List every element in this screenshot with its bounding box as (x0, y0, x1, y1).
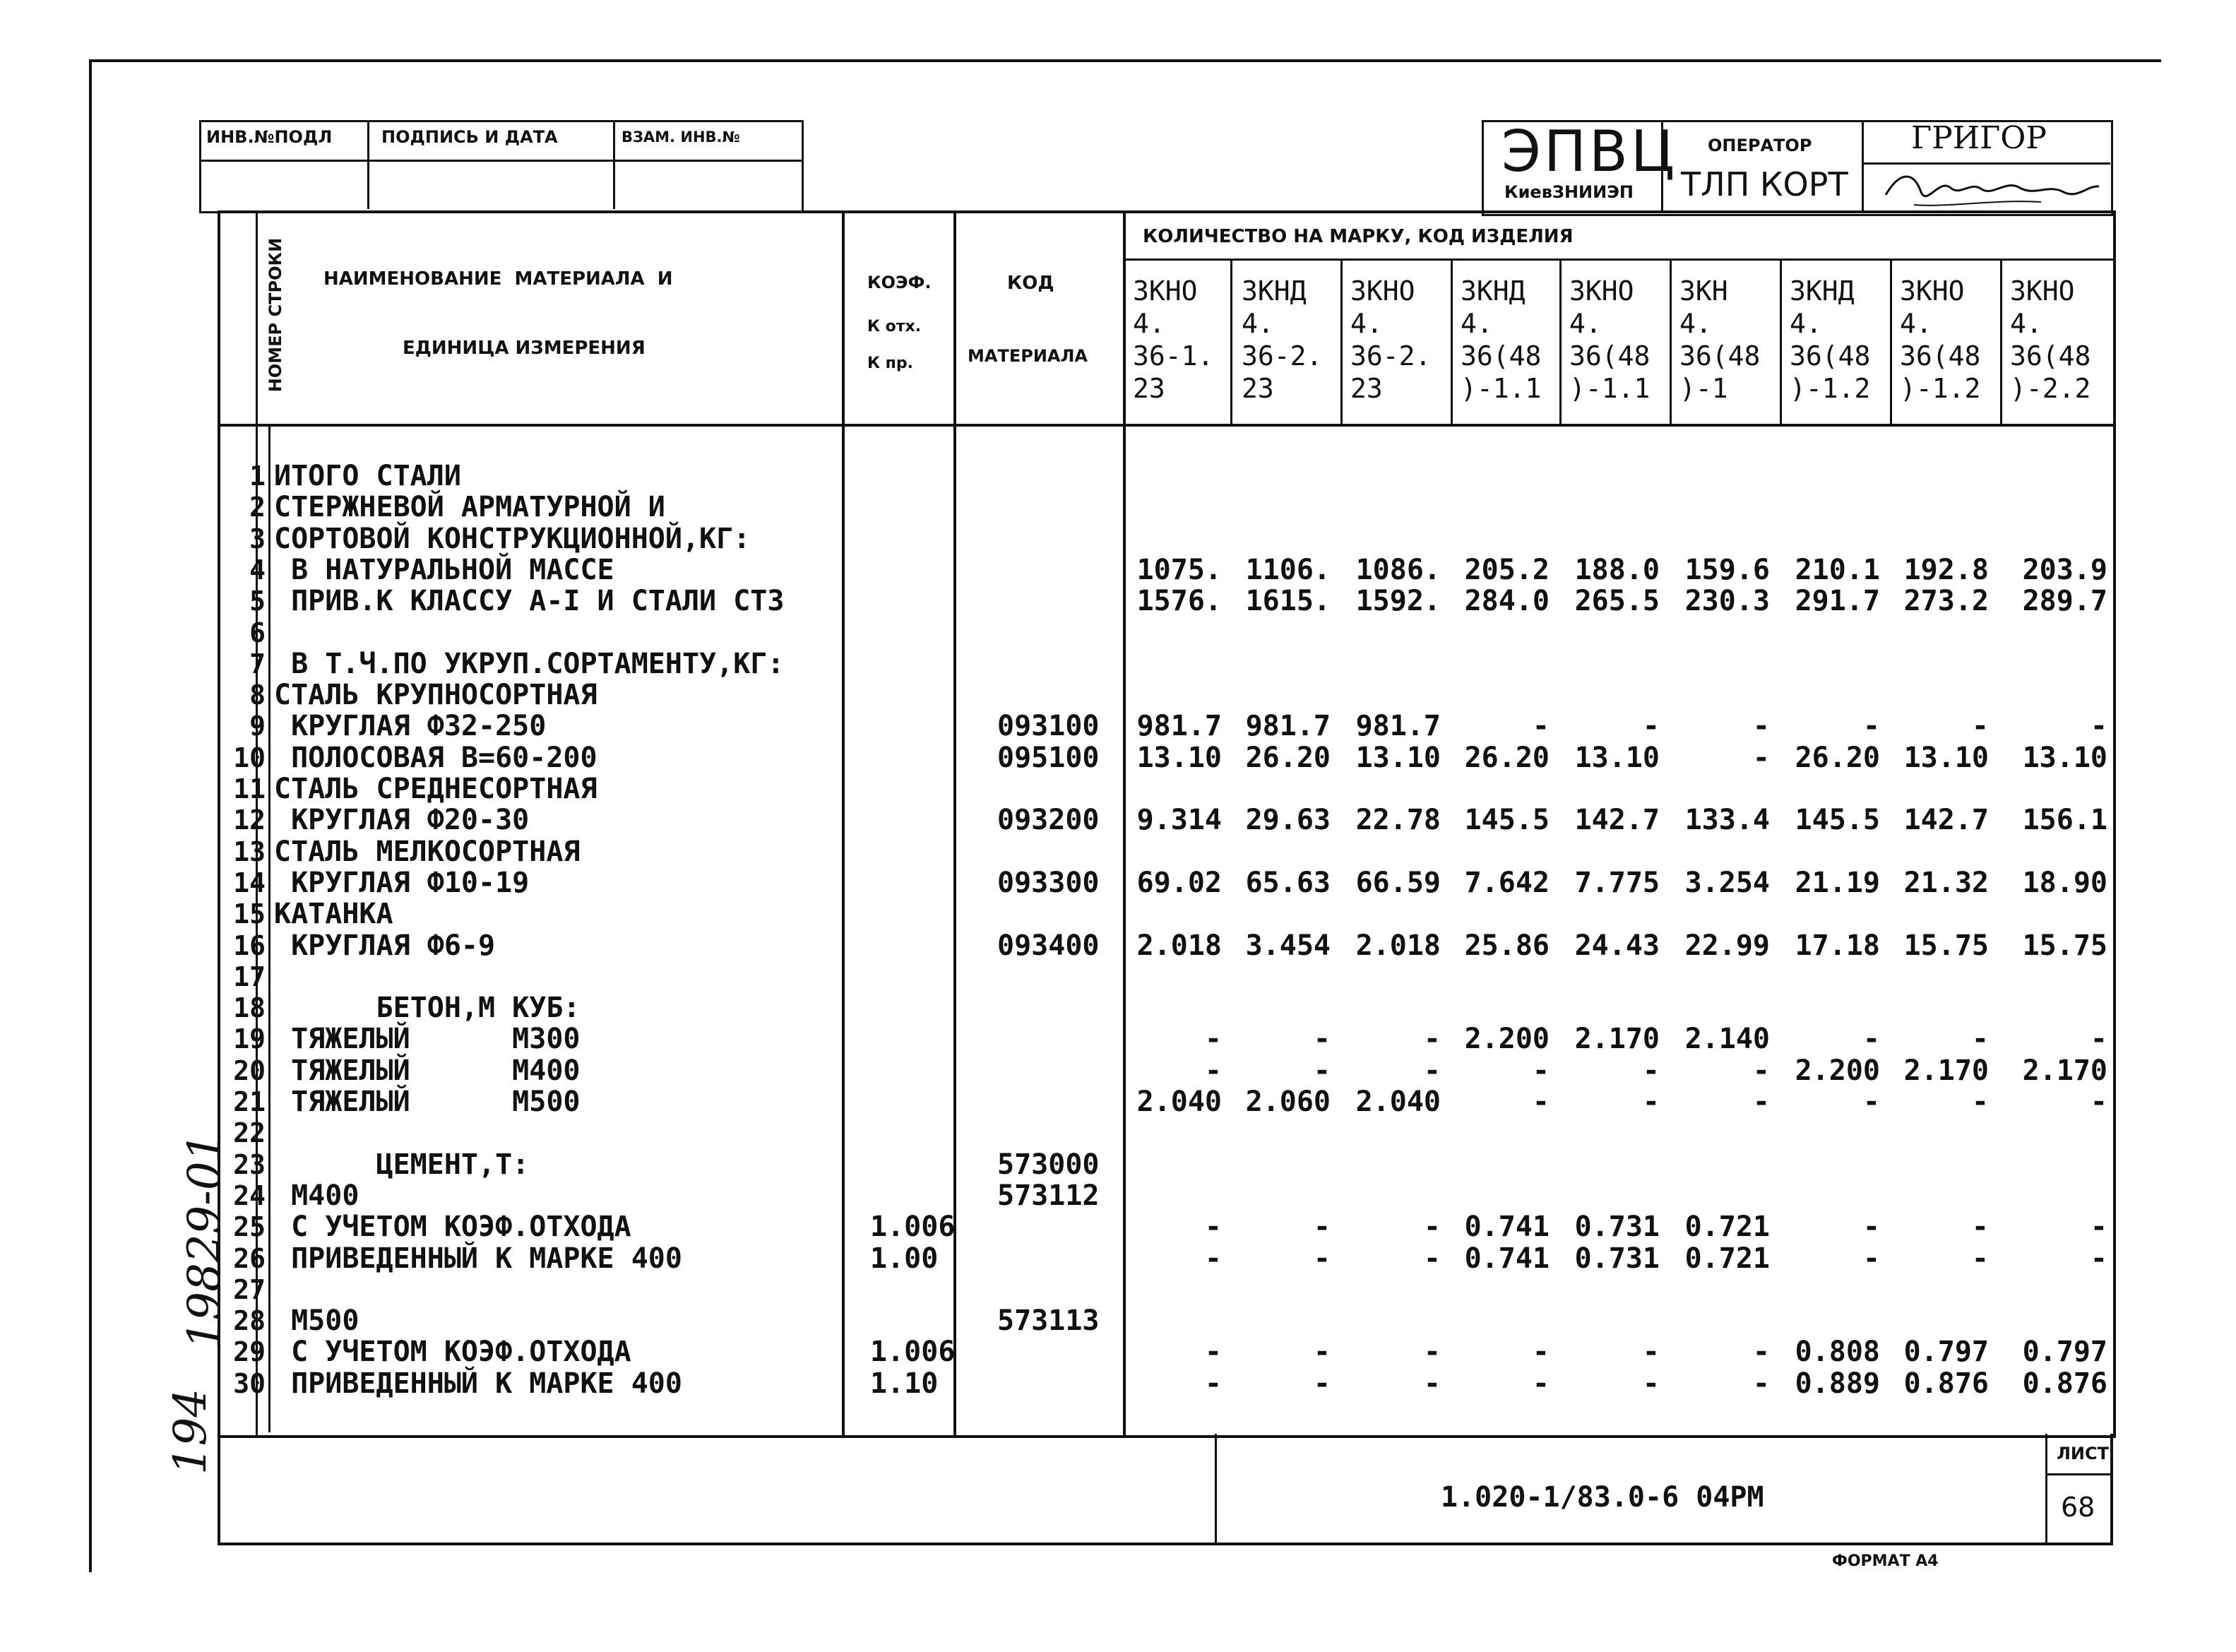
quantity-cell: 26.20 (1245, 742, 1331, 774)
quantity-cell: 21.32 (1903, 867, 1989, 899)
mark-header-text: 4. (1900, 308, 1932, 339)
material-name: М400 (274, 1179, 359, 1212)
mark-header-text: )-1.2 (1900, 373, 1981, 404)
row-number: 22 (233, 1117, 266, 1148)
quantity-cell: 22.78 (1355, 804, 1441, 836)
row-number: 27 (233, 1274, 266, 1305)
mark-header-text: 36-2. (1242, 340, 1323, 372)
quantity-cell: - (1313, 1242, 1331, 1275)
operator-value: ТЛП КОРТ (1681, 165, 1848, 203)
quantity-cell: 145.5 (1795, 804, 1880, 836)
material-code: 573112 (997, 1179, 1100, 1212)
quantity-cell: 0.876 (2022, 1367, 2107, 1400)
quantity-cell: 26.20 (1464, 742, 1550, 774)
quantity-cell: 0.889 (1795, 1367, 1880, 1400)
quantity-cell: 0.797 (1903, 1336, 1989, 1368)
row-number: 11 (233, 773, 266, 804)
quantity-cell: 981.7 (1245, 710, 1331, 742)
material-code: 093300 (997, 867, 1100, 899)
row-number: 20 (233, 1055, 266, 1086)
quantity-cell: 29.63 (1245, 804, 1331, 836)
format-label: ФОРМАТ А4 (1832, 1552, 1939, 1570)
quantity-cell: 9.314 (1136, 804, 1222, 836)
quantity-cell: - (1313, 1211, 1331, 1243)
coef-value: 1.10 (870, 1367, 939, 1400)
quantity-cell: 142.7 (1903, 804, 1989, 836)
quantity-cell: 265.5 (1574, 585, 1660, 617)
quantity-cell: - (1971, 1211, 1989, 1243)
mark-header-text: )-1.1 (1461, 373, 1542, 404)
quantity-cell: - (1204, 1054, 1222, 1087)
mark-header-text: ЗКНД (1461, 275, 1526, 307)
mark-header-text: 23 (1242, 373, 1274, 404)
material-name: ТЯЖЕЛЫЙ М500 (274, 1086, 581, 1118)
row-number: 9 (249, 711, 266, 742)
quantity-cell: 2.060 (1245, 1086, 1331, 1118)
quantity-cell: 0.808 (1795, 1336, 1880, 1368)
row-number: 29 (233, 1336, 266, 1367)
coef-value: 1.00 (870, 1242, 939, 1275)
quantity-cell: 2.200 (1795, 1054, 1880, 1087)
mark-header-text: ЗКНО (1350, 275, 1415, 307)
quantity-cell: 133.4 (1684, 804, 1770, 836)
row-number: 28 (233, 1305, 266, 1336)
material-code: 093400 (997, 929, 1100, 962)
row-number: 4 (249, 554, 266, 586)
row-number: 16 (233, 930, 266, 961)
material-name: КАТАНКА (274, 898, 393, 930)
quantity-cell: - (1862, 1086, 1880, 1118)
quantity-cell: 142.7 (1574, 804, 1660, 836)
material-code: 573113 (997, 1305, 1100, 1337)
material-name: ТЯЖЕЛЫЙ М300 (274, 1023, 581, 1055)
quantity-cell: - (2090, 1211, 2107, 1243)
quantity-cell: - (1752, 1336, 1770, 1368)
quantity-cell: - (1204, 1023, 1222, 1055)
mark-header-text: )-2.2 (2010, 373, 2091, 404)
row-number: 8 (249, 679, 266, 711)
coef-header-1: КОЭФ. (867, 273, 932, 292)
signature-mark (1872, 164, 2105, 210)
quantity-cell: 205.2 (1464, 554, 1550, 586)
row-number: 13 (233, 836, 266, 867)
quantity-cell: 1106. (1245, 554, 1331, 586)
material-name: КРУГЛАЯ Ф20-30 (274, 804, 530, 836)
quantity-cell: - (1423, 1054, 1441, 1087)
material-name: В Т.Ч.ПО УКРУП.СОРТАМЕНТУ,КГ: (274, 648, 785, 680)
quantity-cell: 0.797 (2022, 1336, 2107, 1368)
material-name: ПРИВ.К КЛАССУ А-I И СТАЛИ СТ3 (274, 585, 785, 617)
quantity-cell: - (1313, 1054, 1331, 1087)
quantity-cell: 1086. (1355, 554, 1441, 586)
mark-header-text: 4. (1242, 308, 1274, 339)
material-name: ЦЕМЕНТ,Т: (274, 1148, 530, 1181)
quantity-cell: 0.741 (1464, 1242, 1550, 1275)
quantity-cell: - (1204, 1336, 1222, 1368)
quantity-cell: 289.7 (2022, 585, 2107, 617)
quantity-cell: - (1752, 710, 1770, 742)
quantity-cell: 7.775 (1574, 867, 1660, 899)
mark-header-text: 36(48 (1461, 340, 1542, 372)
quantity-cell: 2.040 (1136, 1086, 1222, 1118)
quantity-cell: - (1423, 1242, 1441, 1275)
quantity-cell: - (2090, 1023, 2107, 1055)
quantity-cell: 15.75 (1903, 929, 1989, 962)
quantity-cell: - (1532, 1336, 1550, 1368)
quantity-cell: 145.5 (1464, 804, 1550, 836)
row-number: 25 (233, 1211, 266, 1242)
code-header-2: МАТЕРИАЛА (968, 346, 1088, 366)
quantity-cell: - (2090, 1242, 2107, 1275)
org-big: ЭПВЦ (1501, 119, 1678, 184)
quantity-cell: - (1971, 1086, 1989, 1118)
mark-header-text: 4. (1679, 308, 1712, 339)
row-number: 1 (249, 460, 266, 492)
mark-header-text: 36(48 (1679, 340, 1761, 372)
quantity-cell: 13.10 (1136, 742, 1222, 774)
material-name: С УЧЕТОМ КОЭФ.ОТХОДА (274, 1336, 631, 1368)
coef-value: 1.006 (870, 1211, 956, 1243)
row-number: 26 (233, 1243, 266, 1274)
coef-value: 1.006 (870, 1336, 956, 1368)
row-number: 6 (249, 617, 266, 648)
mark-header-text: 36-2. (1350, 340, 1432, 372)
material-name: ИТОГО СТАЛИ (274, 460, 461, 492)
quantity-cell: 0.876 (1903, 1367, 1989, 1400)
quantity-cell: - (1862, 1023, 1880, 1055)
quantity-cell: - (1862, 1211, 1880, 1243)
material-name: СТЕРЖНЕВОЙ АРМАТУРНОЙ И (274, 491, 665, 523)
mark-header-text: 4. (1133, 308, 1165, 339)
mark-header-text: )-1.2 (1790, 373, 1871, 404)
quantity-cell: - (1204, 1242, 1222, 1275)
mark-header-text: ЗКНО (2010, 275, 2075, 307)
mark-header-text: ЗКНД (1242, 275, 1307, 307)
quantity-cell: 25.86 (1464, 929, 1550, 962)
row-number: 7 (249, 648, 266, 679)
quantity-cell: 2.140 (1684, 1023, 1770, 1055)
row-number: 24 (233, 1180, 266, 1211)
quantity-cell: 65.63 (1245, 867, 1331, 899)
quantity-cell: - (1752, 742, 1770, 774)
quantity-cell: - (2090, 1086, 2107, 1118)
quantity-cell: 0.731 (1574, 1242, 1660, 1275)
quantity-cell: 69.02 (1136, 867, 1222, 899)
coef-header-2: К отх. (867, 318, 922, 335)
material-name: БЕТОН,М КУБ: (274, 992, 581, 1024)
quantity-cell: - (1862, 710, 1880, 742)
quantity-cell: - (1642, 1367, 1660, 1400)
quantity-cell: - (1752, 1086, 1770, 1118)
mark-header-text: 36(48 (1790, 340, 1871, 372)
quantity-cell: 24.43 (1574, 929, 1660, 962)
material-name: С УЧЕТОМ КОЭФ.ОТХОДА (274, 1211, 631, 1243)
quantity-cell: - (1532, 710, 1550, 742)
quantity-cell: 3.454 (1245, 929, 1331, 962)
quantity-cell: - (1532, 1054, 1550, 1087)
outer-left-rule (89, 59, 92, 1572)
quantity-cell: 2.170 (2022, 1054, 2107, 1087)
row-number: 5 (249, 586, 266, 617)
quantity-cell: 230.3 (1684, 585, 1770, 617)
material-name: КРУГЛАЯ Ф10-19 (274, 867, 530, 899)
quantity-cell: 13.10 (1903, 742, 1989, 774)
quantity-cell: - (1642, 1086, 1660, 1118)
quantity-cell: 981.7 (1136, 710, 1222, 742)
row-number: 30 (233, 1368, 266, 1399)
mark-header-text: ЗКНО (1569, 275, 1634, 307)
row-number-header: НОМЕР СТРОКИ (266, 237, 285, 393)
operator-label: ОПЕРАТОР (1708, 136, 1812, 155)
sheet-number: 68 (2061, 1492, 2095, 1523)
mark-header-text: ЗКН (1679, 275, 1728, 307)
quantity-cell: 18.90 (2022, 867, 2107, 899)
quantity-cell: - (1642, 710, 1660, 742)
material-name: СТАЛЬ СРЕДНЕСОРТНАЯ (274, 773, 597, 805)
quantity-cell: 15.75 (2022, 929, 2107, 962)
quantity-cell: 26.20 (1795, 742, 1880, 774)
material-name: ТЯЖЕЛЫЙ М400 (274, 1054, 581, 1087)
mark-header-text: 4. (1461, 308, 1493, 339)
quantity-cell: - (1313, 1367, 1331, 1400)
quantity-cell: 156.1 (2022, 804, 2107, 836)
row-number: 3 (249, 523, 266, 554)
quantity-cell: 22.99 (1684, 929, 1770, 962)
margin-handwritten-page: 194 (165, 1388, 217, 1475)
quantity-cell: 1576. (1136, 585, 1222, 617)
material-code: 095100 (997, 742, 1100, 774)
quantity-cell: 2.170 (1574, 1023, 1660, 1055)
quantity-cell: 0.721 (1684, 1242, 1770, 1275)
coef-header-3: К пр. (867, 355, 913, 372)
quantity-cell: 159.6 (1684, 554, 1770, 586)
material-code: 573000 (997, 1148, 1100, 1181)
outer-top-rule (89, 59, 2161, 62)
quantity-cell: 7.642 (1464, 867, 1550, 899)
quantity-cell: 210.1 (1795, 554, 1880, 586)
quantity-cell: - (1642, 1336, 1660, 1368)
mark-header-text: 4. (1790, 308, 1822, 339)
quantity-cell: - (1752, 1367, 1770, 1400)
margin-handwritten-number: 19829-01 (179, 1132, 231, 1350)
quantity-cell: 192.8 (1903, 554, 1989, 586)
quantity-cell: 2.170 (1903, 1054, 1989, 1087)
material-name: ПРИВЕДЕННЫЙ К МАРКЕ 400 (274, 1367, 682, 1400)
quantity-cell: 0.731 (1574, 1211, 1660, 1243)
quantity-cell: 13.10 (1574, 742, 1660, 774)
quantity-cell: 284.0 (1464, 585, 1550, 617)
name-printed: ГРИГОР (1911, 120, 2047, 156)
quantity-cell: - (1532, 1086, 1550, 1118)
quantity-cell: - (1423, 1367, 1441, 1400)
quantity-cell: 3.254 (1684, 867, 1770, 899)
quantity-cell: 2.200 (1464, 1023, 1550, 1055)
mark-header-text: ЗКНО (1900, 275, 1965, 307)
quantity-cell: - (1204, 1367, 1222, 1400)
quantity-cell: - (1532, 1367, 1550, 1400)
row-number: 23 (233, 1149, 266, 1180)
mark-header-text: 4. (1350, 308, 1383, 339)
mark-header-text: ЗКНД (1790, 275, 1855, 307)
quantity-cell: - (1971, 1242, 1989, 1275)
quantity-cell: 1075. (1136, 554, 1222, 586)
quantity-cell: 17.18 (1795, 929, 1880, 962)
material-name: СОРТОВОЙ КОНСТРУКЦИОННОЙ,КГ: (274, 523, 751, 555)
quantity-cell: 13.10 (1355, 742, 1441, 774)
name-header-line1: НАИМЕНОВАНИЕ МАТЕРИАЛА И (323, 268, 673, 290)
code-header-1: КОД (1007, 273, 1054, 294)
mark-header-text: )-1 (1679, 373, 1728, 404)
name-header-line2: ЕДИНИЦА ИЗМЕРЕНИЯ (403, 338, 646, 359)
quantity-cell: 0.721 (1684, 1211, 1770, 1243)
row-number: 14 (233, 867, 266, 898)
material-name: СТАЛЬ КРУПНОСОРТНАЯ (274, 679, 597, 711)
quantity-cell: 1615. (1245, 585, 1331, 617)
stamp-podpis-data: ПОДПИСЬ И ДАТА (381, 127, 558, 147)
quantity-cell: 1592. (1355, 585, 1441, 617)
row-number: 17 (233, 961, 266, 992)
mark-header-text: 36-1. (1133, 340, 1214, 372)
material-code: 093200 (997, 804, 1100, 836)
quantity-cell: 2.018 (1136, 929, 1222, 962)
row-number: 21 (233, 1086, 266, 1117)
quantity-cell: 273.2 (1903, 585, 1989, 617)
quantity-cell: - (1313, 1023, 1331, 1055)
quantity-cell: 188.0 (1574, 554, 1660, 586)
sheet-label: ЛИСТ (2057, 1444, 2110, 1463)
quantity-cell: - (1423, 1211, 1441, 1243)
material-name: СТАЛЬ МЕЛКОСОРТНАЯ (274, 836, 581, 868)
row-number: 18 (233, 992, 266, 1023)
row-number: 2 (249, 492, 266, 523)
quantity-cell: - (1313, 1336, 1331, 1368)
mark-header-text: )-1.1 (1569, 373, 1651, 404)
quantity-cell: 981.7 (1355, 710, 1441, 742)
mark-header-text: ЗКНО (1133, 275, 1198, 307)
material-name: В НАТУРАЛЬНОЙ МАССЕ (274, 554, 614, 586)
mark-header-text: 4. (1569, 308, 1602, 339)
quantity-cell: - (1971, 1023, 1989, 1055)
material-code: 093100 (997, 710, 1100, 742)
quantity-cell: - (1204, 1211, 1222, 1243)
qty-header: КОЛИЧЕСТВО НА МАРКУ, КОД ИЗДЕЛИЯ (1143, 226, 1574, 247)
quantity-cell: 13.10 (2022, 742, 2107, 774)
mark-header-text: 23 (1350, 373, 1383, 404)
quantity-cell: 21.19 (1795, 867, 1880, 899)
mark-header-text: 4. (2010, 308, 2042, 339)
quantity-cell: 2.040 (1355, 1086, 1441, 1118)
mark-header-text: 36(48 (1569, 340, 1651, 372)
quantity-cell: 66.59 (1355, 867, 1441, 899)
doc-code: 1.020-1/83.0-6 04РМ (1441, 1481, 1764, 1514)
mark-header-text: 36(48 (1900, 340, 1981, 372)
row-number: 19 (233, 1023, 266, 1054)
material-name: ПОЛОСОВАЯ В=60-200 (274, 742, 597, 774)
quantity-cell: 0.741 (1464, 1211, 1550, 1243)
material-name: КРУГЛАЯ Ф6-9 (274, 929, 496, 962)
stamp-inv-podl: ИНВ.№ПОДЛ (206, 127, 333, 147)
stamp-vzam-inv: ВЗАМ. ИНВ.№ (622, 129, 740, 145)
quantity-cell: 203.9 (2022, 554, 2107, 586)
quantity-cell: - (1971, 710, 1989, 742)
quantity-cell: 291.7 (1795, 585, 1880, 617)
quantity-cell: - (2090, 710, 2107, 742)
row-number: 15 (233, 898, 266, 929)
org-small: КиевЗНИИЭП (1504, 182, 1634, 202)
mark-header-text: 23 (1133, 373, 1165, 404)
quantity-cell: - (1752, 1054, 1770, 1087)
material-name: М500 (274, 1305, 359, 1337)
row-number: 12 (233, 804, 266, 836)
quantity-cell: - (1642, 1054, 1660, 1087)
quantity-cell: 2.018 (1355, 929, 1441, 962)
row-number: 10 (233, 742, 266, 773)
mark-header-text: 36(48 (2010, 340, 2091, 372)
material-name: ПРИВЕДЕННЫЙ К МАРКЕ 400 (274, 1242, 682, 1275)
quantity-cell: - (1423, 1336, 1441, 1368)
quantity-cell: - (1423, 1023, 1441, 1055)
material-name: КРУГЛАЯ Ф32-250 (274, 710, 547, 742)
quantity-cell: - (1862, 1242, 1880, 1275)
